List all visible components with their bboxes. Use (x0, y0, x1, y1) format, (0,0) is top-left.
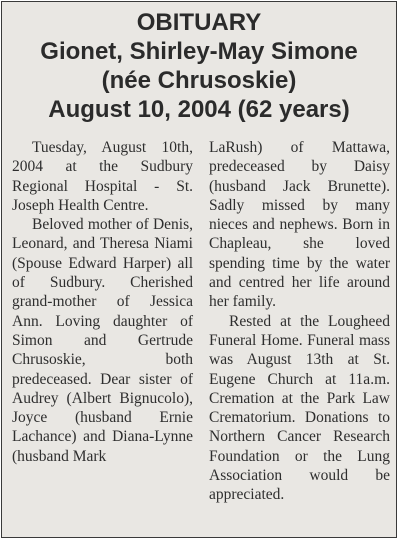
paragraph-date-place: Tuesday, August 10th, 2004 at the Sudbury Regional Hospital - St. Joseph Health Centre. (12, 139, 193, 214)
deceased-name: Gionet, Shirley-May Simone (40, 38, 358, 65)
paragraph-arrangements: Rested at the Lougheed Funeral Home. Funeral mass was August 13th at St. Eugene Church at 11a.m. Cremation at the Park Law Crematorium. Donations to Northern Cancer Research Foundation or the Lung Association would be appreciated. (209, 312, 390, 504)
paragraph-family: Beloved mother of Denis, Leonard, and Theresa Niami (Spouse Edward Harper) all of Sudbury. Cherished grand-mother of Jessica Ann. Loving daughter of Simon and Gertrude Chrusoskie, both predeceased. Dear sister of Audrey (Albert Bignucolo), Joyce (husband Ernie Lachance) and Diana-Lynne (husband Mark (12, 216, 193, 465)
obituary-header (2, 2, 396, 124)
right-column (209, 138, 390, 534)
obituary-clipping (1, 1, 397, 538)
paragraph-family-continued: LaRush) of Mattawa, predeceased by Daisy (husband Jack Brunette). Sadly missed by many nieces and nephews. Born in Chapleau, she loved spending time by the water and centred her life around her family. (209, 139, 390, 311)
left-column (12, 138, 193, 534)
obituary-body (12, 138, 390, 534)
obituary-heading: OBITUARY (136, 9, 262, 36)
death-date-age: August 10, 2004 (62 years) (48, 96, 350, 123)
maiden-name: (née Chrusoskie) (101, 67, 297, 94)
